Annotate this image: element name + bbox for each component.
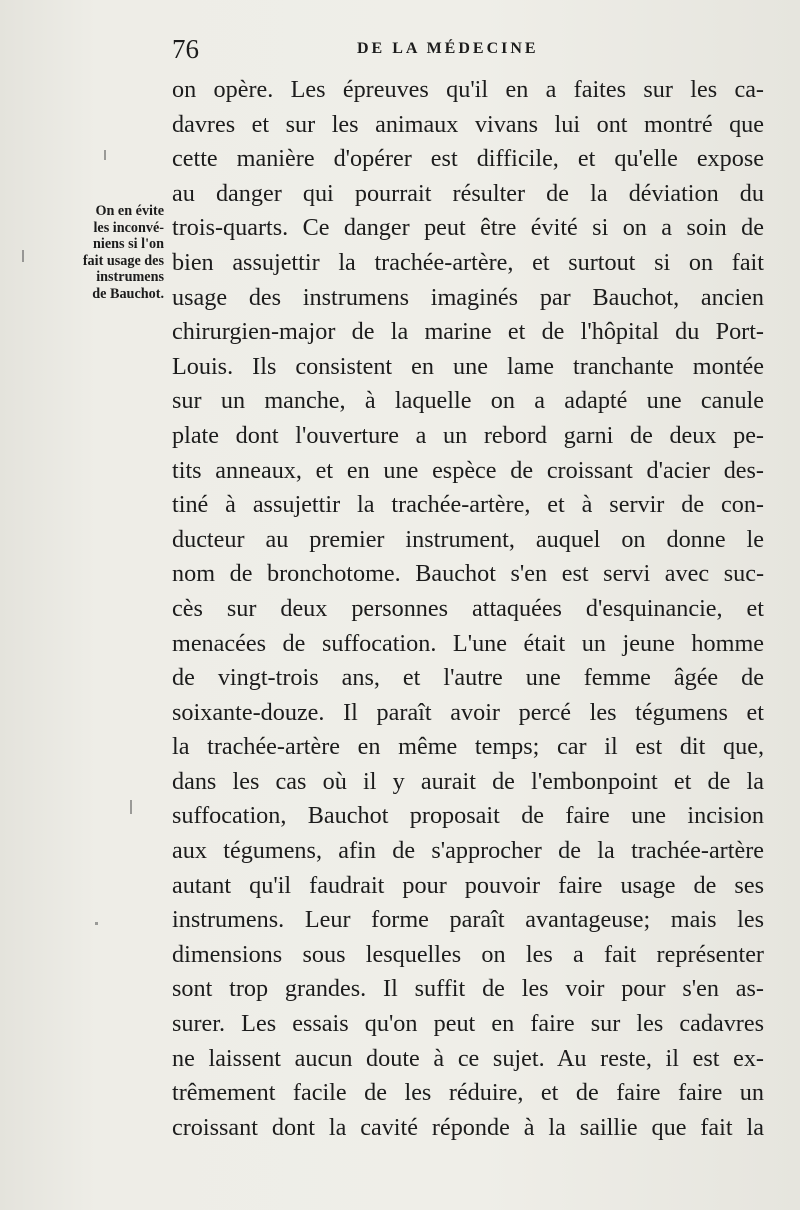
text-line: trêmement facile de les réduire, et de faire faire un [172, 1079, 764, 1107]
text-line: croissant dont la cavité réponde à la saillie que fait la [172, 1113, 764, 1141]
body-text [172, 73, 764, 1145]
text-line: ducteur au premier instrument, auquel on donne le [172, 525, 764, 553]
margin-note-line: niens si l'on [93, 236, 164, 252]
text-line: suffocation, Bauchot proposait de faire une incision [172, 802, 764, 830]
text-line: bien assujettir la trachée-artère, et surtout si on fait [172, 248, 764, 276]
paper-speck [104, 150, 106, 160]
text-line: ne laissent aucun doute à ce sujet. Au reste, il est ex- [172, 1044, 764, 1072]
text-line: aux tégumens, afin de s'approcher de la trachée-artère [172, 837, 764, 865]
text-line: plate dont l'ouverture a un rebord garni de deux pe- [172, 421, 764, 449]
margin-note-line: les inconvé- [93, 219, 164, 236]
text-line: autant qu'il faudrait pour pouvoir faire usage de ses [172, 871, 764, 899]
margin-note-line: de Bauchot. [92, 285, 164, 302]
margin-note [58, 203, 164, 302]
text-line: de vingt-trois ans, et l'autre une femme âgée de [172, 664, 764, 692]
text-line: cette manière d'opérer est difficile, et qu'elle expose [172, 145, 764, 173]
text-line: on opère. Les épreuves qu'il en a faites sur les ca- [172, 76, 764, 103]
margin-note-line: instrumens [96, 269, 164, 285]
page-number: 76 [172, 34, 199, 64]
text-line: davres et sur les animaux vivans lui ont montré que [172, 110, 764, 138]
text-line: tits anneaux, et en une espèce de croissant d'acier des- [172, 456, 764, 484]
text-line: soixante-douze. Il paraît avoir percé les tégumens et [172, 698, 764, 726]
text-line: Louis. Ils consistent en une lame tranchante montée [172, 352, 764, 380]
paper-speck [22, 250, 24, 262]
text-line: menacées de suffocation. L'une était un jeune homme [172, 629, 764, 657]
text-line: au danger qui pourrait résulter de la déviation du [172, 179, 764, 207]
text-line: nom de bronchotome. Bauchot s'en est servi avec suc- [172, 560, 764, 588]
text-line: la trachée-artère en même temps; car il est dit que, [172, 733, 764, 761]
paper-speck [130, 800, 132, 814]
margin-note-line: On en évite [95, 203, 164, 219]
text-line: sur un manche, à laquelle on a adapté une canule [172, 387, 764, 415]
text-line: trois-quarts. Ce danger peut être évité si on a soin de [172, 214, 764, 242]
text-line: cès sur deux personnes attaquées d'esquinancie, et [172, 594, 764, 622]
text-line: usage des instrumens imaginés par Bauchot, ancien [172, 283, 764, 311]
text-line: tiné à assujettir la trachée-artère, et à servir de con- [172, 491, 764, 519]
text-line: sont trop grandes. Il suffit de les voir pour s'en as- [172, 975, 764, 1003]
paper-speck [95, 922, 98, 925]
running-head: DE LA MÉDECINE [357, 40, 539, 57]
text-line: instrumens. Leur forme paraît avantageuse; mais les [172, 906, 764, 934]
text-line: chirurgien-major de la marine et de l'hôpital du Port- [172, 318, 764, 346]
text-line: surer. Les essais qu'on peut en faire sur les cadavres [172, 1010, 764, 1038]
margin-note-line: fait usage des [82, 252, 164, 269]
page-header [172, 34, 762, 64]
text-line: dans les cas où il y aurait de l'embonpoint et de la [172, 767, 764, 795]
text-line: dimensions sous lesquelles on les a fait représenter [172, 940, 764, 968]
